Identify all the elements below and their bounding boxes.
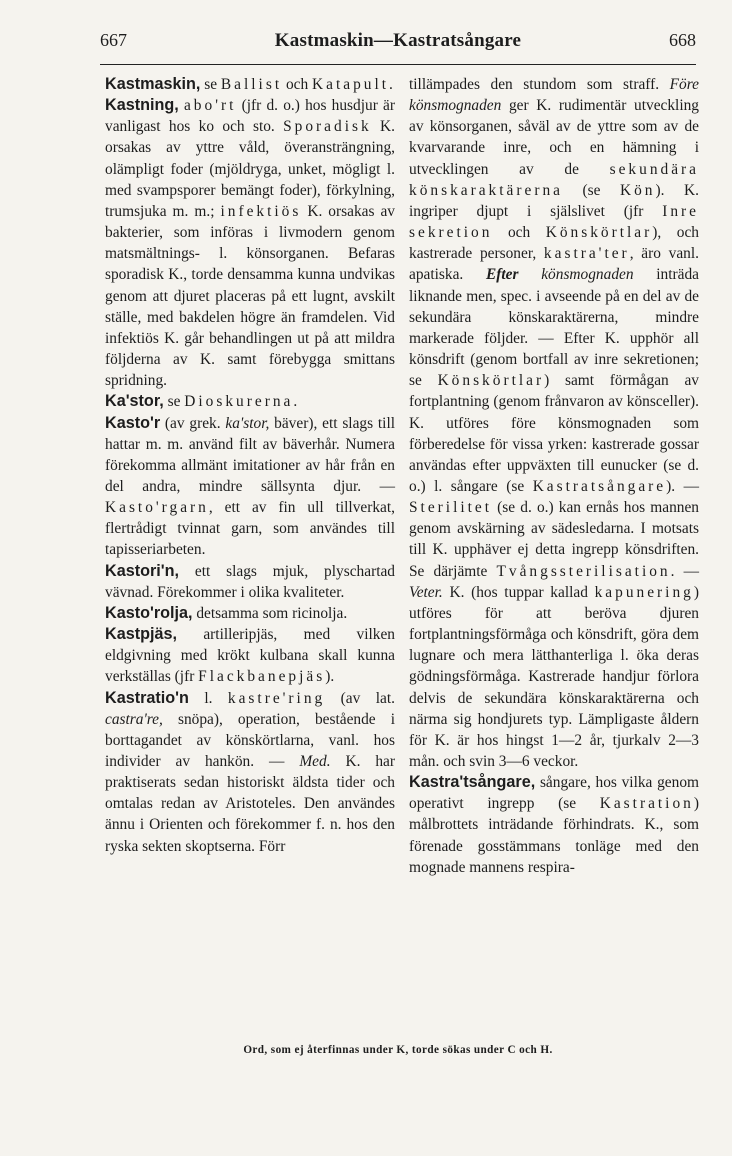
entry-kastorin: Kastori'n, ett slags mjuk, plyschartad vävnad. Förekommer i olika kvaliteter. xyxy=(105,561,395,601)
headword: Kastmaskin, xyxy=(105,75,201,93)
headword: Kastratio'n xyxy=(105,688,189,707)
page-number-right: 668 xyxy=(668,30,696,50)
entry-kastor: Kasto'r (av grek. ka'stor, bäver), ett slags till hattar m. m. använd filt av bäverhår. Numera förekomma allmänt imitationer av hår från en del andra, mindre sällsynta djur. — Kasto'rgarn, ett av fin ull tillverkat, flertrådigt tvinnat garn, som användes till tapisseriarbeten. xyxy=(105,413,396,559)
page-header xyxy=(100,30,696,60)
page-number-left: 667 xyxy=(100,30,127,50)
running-title: Kastmaskin—Kastratsångare xyxy=(274,30,522,51)
entry-kastpjas: Kastpjäs, artilleripjäs, med vilken eldgivning med krökt kulbana skall kunna verkställas (jfr Flackbanepjäs). xyxy=(105,625,395,686)
right-column xyxy=(409,74,699,878)
entry-kastor-dioskurerna: Ka'stor, se Dioskurerna. xyxy=(105,392,298,411)
page-footer-note: Ord, som ej återfinnas under K, torde sökas under C och H. xyxy=(243,1044,553,1056)
entry-kastratsangare: Kastra'tsångare, sångare, hos vilka genom operativt ingrepp (se Kastration) målbrottets inträdande förhindrats. K., som förenade gosstämmans tonläge med den mognade mannens respira- xyxy=(409,773,699,876)
headword: Kasto'rolja, xyxy=(105,603,193,622)
headword: Ka'stor, xyxy=(105,392,164,411)
entry-kastration: Kastratio'n l. kastre'ring (av lat. castra're, snöpa), operation, bestående i borttagandet av könskörtlarna, vanl. hos individer av hankön. — Med. K. har praktiserats sedan historiskt äldsta tider och omtalas redan av Aristoteles. Den användes ännu i Orienten och förekommer f. n. hos den ryska sekten skoptserna. Förr xyxy=(105,688,396,855)
entry-kastorolja: Kasto'rolja, detsamma som ricinolja. xyxy=(105,603,348,622)
entry-kastning: Kastning, abo'rt (jfr d. o.) hos husdjur är vanligast hos ko och sto. Sporadisk K. orsakas av yttre våld, överansträngning, olämpligt foder (mjöldryga, unket, mögligt l. med svampsporer bemängt foder), förkylning, trumsjuka m. m.; infektiös K. orsakas av bakterier, som införas i livmodern genom matsmältnings- l. könsorganen. Befaras sporadisk K., torde densamma kunna undvikas genom att djuret placeras på ett lugnt, avskilt ställe, med bakdelen högre än framdelen. Vid infektiös K. går behandlingen ut på att mildra följderna av K. samt förebygga smittans spridning. xyxy=(105,96,395,390)
entry-kastration-continued: tillämpades den stundom som straff. Före könsmognaden ger K. rudimentär utveckling av könsorganen, såväl av de yttre som av de kvarvarande inre, och en hämning i utvecklingen av de sekundära könskaraktärerna (se Kön). K. ingriper djupt i själslivet (jfr Inre sekretion och Könskörtlar), och kastrerade personer, kastra'ter, äro vanl. apatiska. Efter könsmognaden inträda liknande men, spec. i avseende på en del av de sekundära könskaraktärerna, mindre markerade följder. — Efter K. upphör all könsdrift (genom bortfall av inre sekretionen; se Könskörtlar) samt förmågan av fortplantning (genom frånvaron av könsceller). K. utföres före könsmognaden som förberedelse för vissa yrken: kastrerade gossar användas efter uppväxten till eunucker (se d. o.) l. sångare (se Kastratsångare). — Sterilitet (se d. o.) kan ernås hos mannen genom avskärning av sädesledarna. I motsats till K. upphäver ej detta ingrepp könsdriften. Se därjämte Tvångssterilisation. — Veter. K. (hos tuppar kallad kapunering) utföres för att beröva djuren fortplantningsförmåga och könsdrift, göra dem lugnare och mera lätthanterliga l. öka deras gödningsförmåga. Kastrerade handjur förlora delvis de sekundära könskaraktärerna och närma sig hondjurets typ. Lämpligaste åldern för K. är hos hingst 1—2 år, tjurkalv 2—3 mån. och svin 3—6 veckor. xyxy=(409,76,700,770)
header-rule xyxy=(100,64,696,65)
headword: Kastning, xyxy=(105,96,179,115)
headword: Kastra'tsångare, xyxy=(409,773,536,792)
headword: Kastpjäs, xyxy=(105,625,177,644)
left-column xyxy=(105,74,395,857)
headword: Kastori'n, xyxy=(105,561,180,580)
entry-kastmaskin: Kastmaskin, se Ballist och Katapult. xyxy=(105,75,393,93)
headword: Kasto'r xyxy=(105,413,161,432)
